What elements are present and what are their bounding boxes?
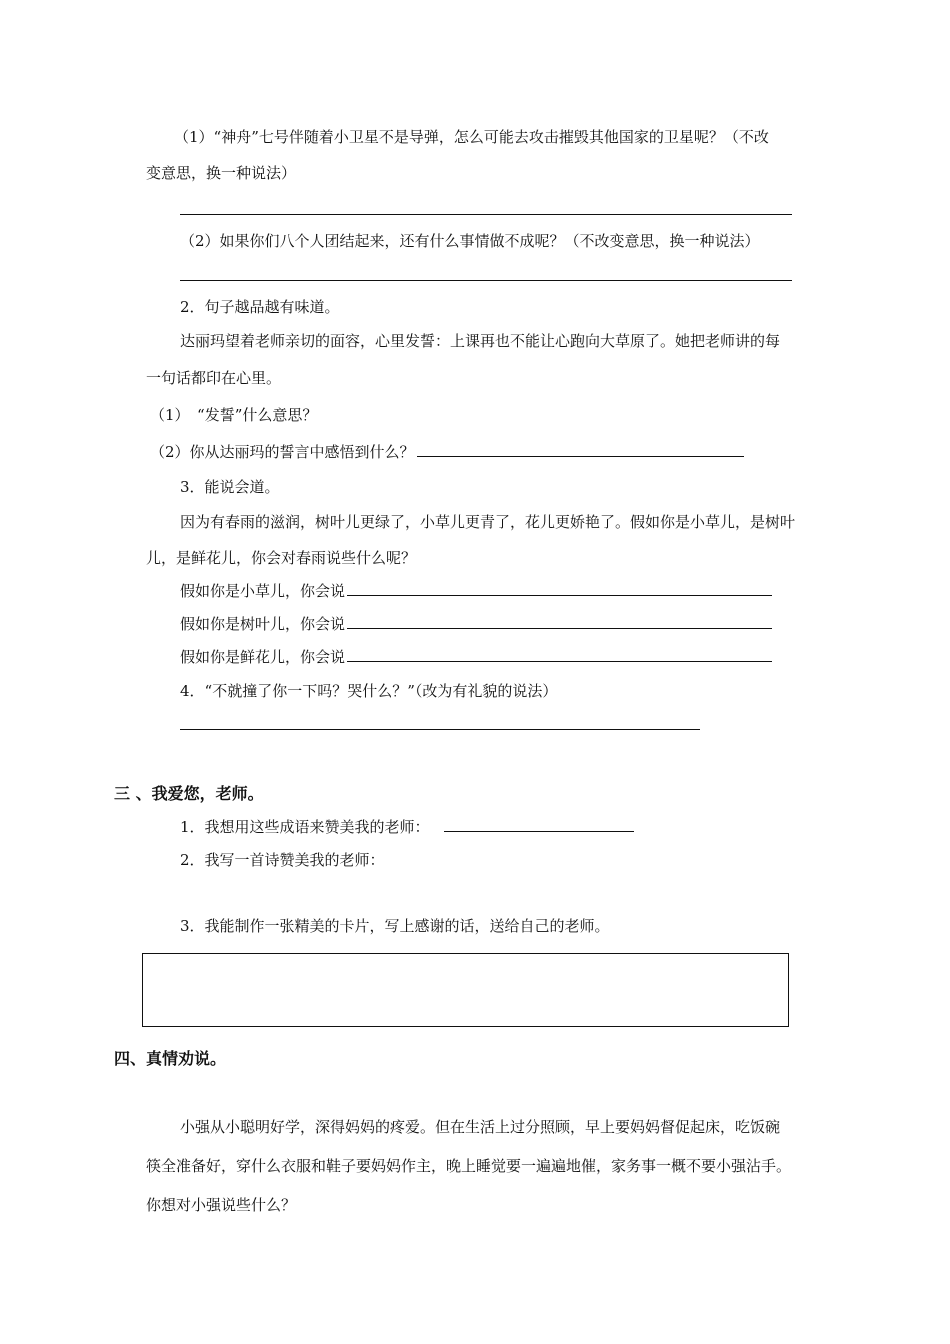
s3-item2: 2．我写一首诗赞美我的老师： bbox=[180, 851, 385, 869]
q2-passage-line1: 达丽玛望着老师亲切的面容，心里发誓：上课再也不能让心跑向大草原了。她把老师讲的每 bbox=[180, 332, 781, 350]
q3-a-row bbox=[180, 581, 772, 601]
q3-c: 假如你是鲜花儿，你会说 bbox=[180, 648, 346, 666]
answer-line-idioms[interactable] bbox=[444, 817, 634, 832]
q3-b-row bbox=[180, 614, 772, 634]
s3-item1-row bbox=[180, 817, 634, 837]
card-box[interactable] bbox=[142, 953, 789, 1027]
answer-line-q3-b[interactable] bbox=[347, 614, 772, 629]
q3-b: 假如你是树叶儿，你会说 bbox=[180, 615, 346, 633]
q1-1-line2: 变意思，换一种说法） bbox=[146, 164, 297, 182]
q2-title: 2．句子越品越有味道。 bbox=[180, 298, 340, 316]
q3-passage-line2: 儿，是鲜花儿，你会对春雨说些什么呢？ bbox=[146, 549, 417, 567]
q1-2: （2）如果你们八个人团结起来，还有什么事情做不成呢？（不改变意思，换一种说法） bbox=[180, 232, 760, 250]
q3-a: 假如你是小草儿，你会说 bbox=[180, 582, 346, 600]
section4-heading: 四、真情劝说。 bbox=[114, 1049, 227, 1068]
answer-line-q1-2[interactable] bbox=[180, 280, 792, 281]
s4-passage-line3: 你想对小强说些什么？ bbox=[146, 1196, 297, 1214]
q2-2: （2）你从达丽玛的誓言中感悟到什么？ bbox=[150, 443, 415, 461]
answer-line-q4[interactable] bbox=[180, 729, 700, 730]
answer-line-q3-a[interactable] bbox=[347, 581, 772, 596]
q3-title: 3．能说会道。 bbox=[180, 478, 280, 496]
section3-heading: 三 、我爱您，老师。 bbox=[114, 784, 264, 803]
q3-passage-line1: 因为有春雨的滋润，树叶儿更绿了，小草儿更青了，花儿更娇艳了。假如你是小草儿，是树叶 bbox=[180, 513, 796, 531]
answer-line-q3-c[interactable] bbox=[347, 647, 772, 662]
q2-1: （1） “发誓”什么意思？ bbox=[150, 406, 318, 424]
q4: 4．“不就撞了你一下吗？哭什么？”（改为有礼貌的说法） bbox=[180, 682, 558, 700]
q3-c-row bbox=[180, 647, 772, 667]
q2-2-row bbox=[150, 442, 744, 462]
s4-passage-line1: 小强从小聪明好学，深得妈妈的疼爱。但在生活上过分照顾，早上要妈妈督促起床，吃饭碗 bbox=[180, 1118, 781, 1136]
answer-line-q1-1[interactable] bbox=[180, 214, 792, 215]
s4-passage-line2: 筷全准备好，穿什么衣服和鞋子要妈妈作主，晚上睡觉要一遍遍地催，家务事一概不要小强沾手。 bbox=[146, 1157, 792, 1175]
s3-item1: 1．我想用这些成语来赞美我的老师： bbox=[180, 818, 430, 836]
q2-passage-line2: 一句话都印在心里。 bbox=[146, 369, 282, 387]
s3-item3: 3．我能制作一张精美的卡片，写上感谢的话，送给自己的老师。 bbox=[180, 917, 610, 935]
q1-1-line1: （1）“神舟”七号伴随着小卫星不是导弹，怎么可能去攻击摧毁其他国家的卫星呢？（不改 bbox=[174, 128, 769, 146]
answer-line-q2-2[interactable] bbox=[417, 442, 744, 457]
